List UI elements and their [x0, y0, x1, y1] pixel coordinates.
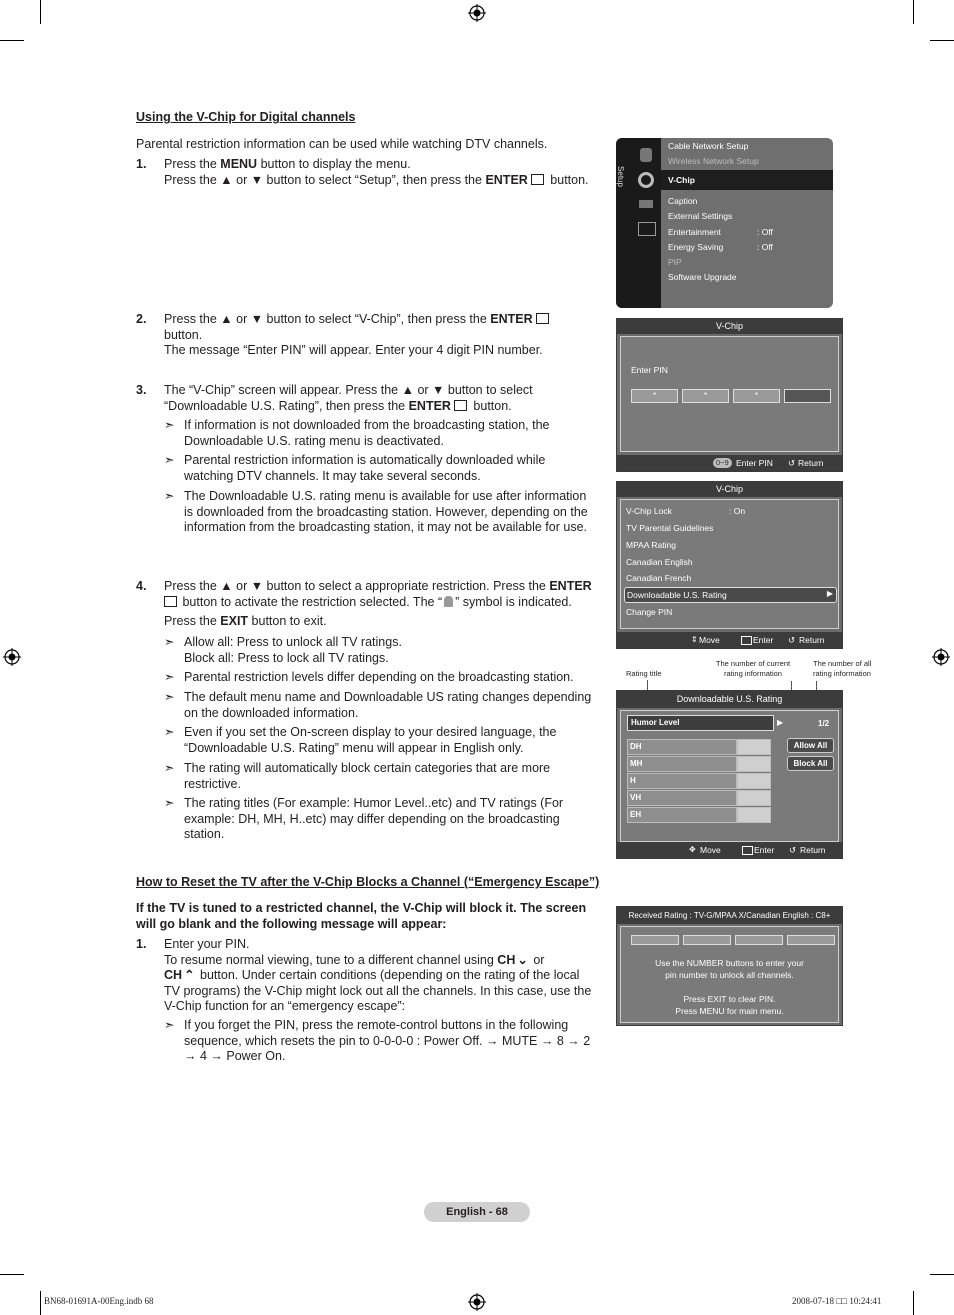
blocked-channel-screen: [616, 906, 843, 1026]
rating-lock-box[interactable]: [737, 790, 771, 806]
crop-mark: [913, 1291, 914, 1315]
footer-label: Enter: [754, 845, 775, 855]
crop-mark: [930, 1274, 954, 1275]
rating-label: DH: [630, 742, 642, 751]
text: The rating will automatically block certain categories that are more: [184, 761, 551, 775]
screen-title: V-Chip: [617, 482, 842, 497]
registration-mark-icon: [468, 1293, 486, 1311]
screen-panel: [620, 499, 839, 629]
pin-digit[interactable]: [631, 389, 678, 403]
text: watching DTV channels. It may take several seconds.: [184, 468, 481, 483]
menu-item[interactable]: Entertainment: [668, 227, 721, 237]
menu-item[interactable]: Software Upgrade: [668, 272, 737, 282]
step-text: [164, 579, 614, 630]
text: button to display the menu.: [257, 157, 411, 171]
rating-lock-box[interactable]: [737, 756, 771, 772]
text: rating information: [724, 669, 782, 678]
pin-digit[interactable]: [683, 935, 731, 945]
text: TV programs) the V-Chip might lock out all the channels. In this case, use the: [164, 983, 592, 998]
support-icon: [638, 222, 656, 236]
text: Press EXIT to clear PIN.: [683, 994, 776, 1004]
note: [164, 489, 588, 536]
rating-lock-box[interactable]: [737, 739, 771, 755]
vchip-item[interactable]: MPAA Rating: [626, 540, 676, 550]
footer-label: Enter PIN: [736, 458, 773, 468]
enter-key-icon: [454, 400, 467, 411]
step-text: [164, 312, 614, 359]
text: Allow all: Press to unlock all TV ratings.: [184, 635, 402, 649]
text: ” symbol is indicated.: [455, 594, 572, 609]
step-number: 1.: [136, 157, 147, 171]
note-arrow-icon: ➣: [164, 761, 175, 775]
section-heading: Using the V-Chip for Digital channels: [136, 110, 356, 124]
footer-label: Move: [700, 845, 721, 855]
text: button to activate the restriction selected. The “: [179, 594, 443, 609]
intro-text: Parental restriction information can be used while watching DTV channels.: [136, 137, 548, 151]
key-label: CH: [164, 968, 183, 982]
rating-row[interactable]: [627, 773, 737, 789]
annotation-current: [710, 659, 796, 679]
text: The “V-Chip” screen will appear. Press the ▲ or ▼ button to select: [164, 383, 533, 397]
text: Press the ▲ or ▼ button to select “V-Chip”, then press the: [164, 312, 491, 326]
text: The number of current: [715, 659, 791, 668]
note: [164, 690, 592, 721]
text: *: [703, 391, 708, 400]
text: is downloaded from the broadcasting station. However, depending on the: [184, 504, 588, 519]
text: The message “Enter PIN” will appear. Enter your 4 digit PIN number.: [164, 343, 543, 357]
note: [164, 670, 574, 686]
note-arrow-icon: ➣: [164, 489, 175, 503]
screen-title: Downloadable U.S. Rating: [617, 691, 842, 708]
text: Enter your PIN.: [164, 937, 250, 951]
chevron-down-icon: ⌄: [517, 952, 528, 967]
note-arrow-icon: ➣: [164, 1018, 175, 1032]
text: If information is not downloaded from the broadcasting station, the: [184, 418, 550, 432]
pin-screen: [616, 318, 843, 472]
note-arrow-icon: ➣: [164, 418, 175, 432]
text: Press the: [164, 614, 221, 628]
key-label: ENTER: [490, 312, 533, 326]
text: sequence, which resets the pin to 0-0-0-0 : Power Off. → MUTE → 8 → 2: [184, 1033, 591, 1048]
vchip-item-label: Downloadable U.S. Rating: [627, 590, 727, 600]
note: [164, 453, 546, 484]
return-icon: ↺: [788, 635, 796, 645]
move-icon: ⇕: [691, 635, 698, 644]
arrow-right-icon[interactable]: ▶: [777, 718, 784, 727]
text: If the TV is tuned to a restricted channel, the V-Chip will block it. The screen: [136, 901, 587, 915]
file-info: BN68-01691A-00Eng.indb 68: [44, 1296, 154, 1306]
pin-digit[interactable]: [631, 935, 679, 945]
menu-item-value: : Off: [757, 242, 773, 252]
page-indicator: 1/2: [818, 719, 830, 728]
enter-key-icon: [531, 174, 544, 185]
page-number: English - 68: [424, 1202, 530, 1222]
key-label: EXIT: [220, 614, 249, 628]
rating-row[interactable]: [627, 739, 737, 755]
vchip-lock-value: : On: [729, 506, 746, 516]
step-number: 3.: [136, 383, 147, 397]
menu-item[interactable]: Energy Saving: [668, 242, 724, 252]
text: Parental restriction levels differ depending on the broadcasting station.: [184, 670, 574, 684]
bold-intro: [136, 901, 586, 932]
return-icon: ↺: [788, 458, 796, 468]
screen-footer: [617, 842, 842, 858]
rating-row[interactable]: [627, 756, 737, 772]
rating-row[interactable]: [627, 807, 737, 823]
note: [164, 725, 557, 756]
text: information from the broadcasting station, it may not be available for use.: [184, 520, 587, 534]
rating-row[interactable]: [627, 790, 737, 806]
step-number: 1.: [136, 937, 147, 951]
rating-label: H: [630, 776, 636, 785]
rating-level-label: Humor Level: [631, 718, 680, 727]
crop-mark: [930, 40, 954, 41]
input-icon: [639, 200, 653, 208]
screen-panel: [620, 336, 839, 452]
enter-icon: [741, 636, 752, 645]
chevron-up-icon: ⌃: [184, 968, 195, 982]
step-text: [164, 157, 614, 188]
note-arrow-icon: ➣: [164, 796, 175, 810]
registration-mark-icon: [932, 648, 950, 666]
rating-level-selector[interactable]: [627, 715, 774, 731]
arrow-right-icon: ▶: [826, 589, 833, 598]
text: on the downloaded information.: [184, 705, 359, 720]
rating-lock-box[interactable]: [737, 773, 771, 789]
block-message: [621, 957, 838, 1017]
text: Press the ▲ or ▼ button to select “Setup”, then press the: [164, 172, 486, 187]
footer-label: Return: [798, 458, 824, 468]
crop-mark: [40, 0, 41, 24]
number-key-badge: 0~9: [713, 458, 732, 468]
vchip-item[interactable]: Canadian English: [626, 557, 693, 567]
text: *: [652, 391, 657, 400]
menu-item-selected[interactable]: [661, 170, 833, 190]
print-date: 2008-07-18 □□ 10:24:41: [792, 1296, 882, 1306]
rating-label: MH: [630, 759, 643, 768]
text: rating information: [813, 669, 871, 678]
note: [164, 1018, 591, 1065]
text: Even if you set the On-screen display to your desired language, the: [184, 725, 557, 739]
lock-icon: [444, 596, 453, 607]
key-label: ENTER: [485, 172, 528, 187]
rating-label: VH: [630, 793, 642, 802]
note-arrow-icon: ➣: [164, 635, 175, 649]
crop-mark: [0, 1274, 24, 1275]
screen-title: V-Chip: [617, 319, 842, 334]
pin-digit[interactable]: [682, 389, 729, 403]
pin-digit[interactable]: [787, 935, 835, 945]
allow-all-button[interactable]: Allow All: [787, 738, 834, 753]
footer-label: Return: [800, 845, 826, 855]
text: button. Under certain conditions (depending on the rating of the local: [196, 968, 580, 982]
text: Press the: [164, 157, 221, 171]
pin-digit-active[interactable]: [784, 389, 831, 403]
picture-icon: [640, 148, 652, 162]
menu-item[interactable]: External Settings: [668, 211, 733, 221]
crop-mark: [913, 0, 914, 24]
text: example: DH, MH, H..etc) may differ depending on the broadcasting: [184, 811, 560, 826]
text: Block all: Press to lock all TV ratings.: [184, 650, 389, 665]
pin-digit[interactable]: [733, 389, 780, 403]
key-label: MENU: [220, 157, 258, 171]
note: [164, 635, 402, 666]
crop-mark: [40, 1291, 41, 1315]
text: If you forget the PIN, press the remote-control buttons in the following: [184, 1018, 569, 1032]
text: The rating titles (For example: Humor Level..etc) and TV ratings (For: [184, 796, 564, 810]
footer-label: Return: [799, 635, 825, 645]
text: To resume normal viewing, tune to a different channel using: [164, 952, 498, 967]
note: [164, 418, 550, 449]
rating-label: EH: [630, 810, 642, 819]
key-label: CH: [497, 952, 516, 967]
note-arrow-icon: ➣: [164, 725, 175, 739]
footer-label: Enter: [753, 635, 774, 645]
text: The number of all: [813, 659, 872, 668]
setup-menu-screen: [616, 138, 833, 308]
text: *: [754, 391, 759, 400]
note: [164, 796, 564, 843]
gear-icon: [638, 172, 654, 188]
text: button.: [164, 327, 203, 342]
text: The default menu name and Downloadable US rating changes depending: [184, 690, 592, 704]
section-heading: How to Reset the TV after the V-Chip Blocks a Channel (“Emergency Escape”): [136, 875, 600, 889]
menu-item[interactable]: Cable Network Setup: [668, 141, 749, 151]
crop-mark: [0, 40, 24, 41]
downloadable-rating-screen: [616, 690, 843, 859]
menu-sidebar: [616, 138, 661, 308]
note-arrow-icon: ➣: [164, 670, 175, 684]
vchip-item-selected[interactable]: [624, 587, 837, 603]
text: → 4 → Power On.: [184, 1049, 286, 1063]
vchip-screen: [616, 481, 843, 649]
note-arrow-icon: ➣: [164, 690, 175, 704]
vchip-item[interactable]: Canadian French: [626, 573, 692, 583]
screen-panel: [620, 926, 839, 1023]
enter-key-icon: [536, 313, 549, 324]
move-icon: ✥: [689, 845, 696, 854]
annotation-all: [813, 659, 883, 679]
text: Parental restriction information is automatically downloaded while: [184, 453, 546, 467]
vchip-item[interactable]: Change PIN: [626, 607, 673, 617]
registration-mark-icon: [468, 4, 486, 22]
text: Use the NUMBER buttons to enter your: [655, 958, 804, 968]
screen-footer: [617, 455, 842, 471]
block-all-button[interactable]: Block All: [787, 756, 834, 771]
footer-label: Move: [699, 635, 720, 645]
rating-lock-box[interactable]: [737, 807, 771, 823]
text: “Downloadable U.S. Rating”, then press the: [164, 398, 409, 413]
text: “Downloadable U.S. Rating” menu will appear in English only.: [184, 740, 524, 755]
note: [164, 761, 551, 792]
menu-item[interactable]: PIP: [668, 257, 682, 267]
enter-icon: [742, 846, 753, 855]
text: will go blank and the following message will appear:: [136, 916, 447, 931]
text: The Downloadable U.S. rating menu is available for use after information: [184, 489, 587, 503]
sidebar-label: Setup: [616, 166, 625, 187]
text: restrictive.: [184, 776, 241, 791]
step-text: [164, 383, 614, 414]
step-number: 2.: [136, 312, 147, 326]
text: Press the ▲ or ▼ button to select a appropriate restriction. Press the: [164, 579, 550, 593]
text: Press MENU for main menu.: [675, 1006, 784, 1016]
annotation-rating-title: Rating title: [626, 669, 662, 678]
pin-prompt: Enter PIN: [631, 365, 668, 375]
text: station.: [184, 827, 225, 841]
text: button to exit.: [248, 614, 327, 628]
text: Downloadable U.S. rating menu is deactivated.: [184, 433, 444, 448]
text: or: [529, 952, 545, 967]
vchip-lock-label[interactable]: V-Chip Lock: [626, 506, 672, 516]
note-arrow-icon: ➣: [164, 453, 175, 467]
key-label: ENTER: [549, 579, 592, 593]
step-text: [164, 937, 614, 1015]
menu-item-value: : Off: [757, 227, 773, 237]
enter-key-icon: [164, 596, 177, 607]
pin-digit[interactable]: [735, 935, 783, 945]
registration-mark-icon: [3, 648, 21, 666]
step-number: 4.: [136, 579, 147, 593]
menu-item[interactable]: Wireless Network Setup: [668, 156, 759, 166]
screen-panel: [620, 710, 839, 842]
screen-title: Received Rating : TV-G/MPAA X/Canadian English : C8+: [617, 907, 842, 924]
menu-item[interactable]: Caption: [668, 196, 698, 206]
menu-item-label: V-Chip: [668, 175, 695, 185]
text: button.: [546, 172, 589, 187]
text: V-Chip function for an “emergency escape”:: [164, 999, 406, 1013]
vchip-item[interactable]: TV Parental Guidelines: [626, 523, 714, 533]
key-label: ENTER: [408, 398, 451, 413]
text: pin number to unlock all channels.: [665, 970, 794, 980]
text: button.: [469, 398, 512, 413]
return-icon: ↺: [789, 845, 797, 855]
screen-footer: [617, 632, 842, 648]
